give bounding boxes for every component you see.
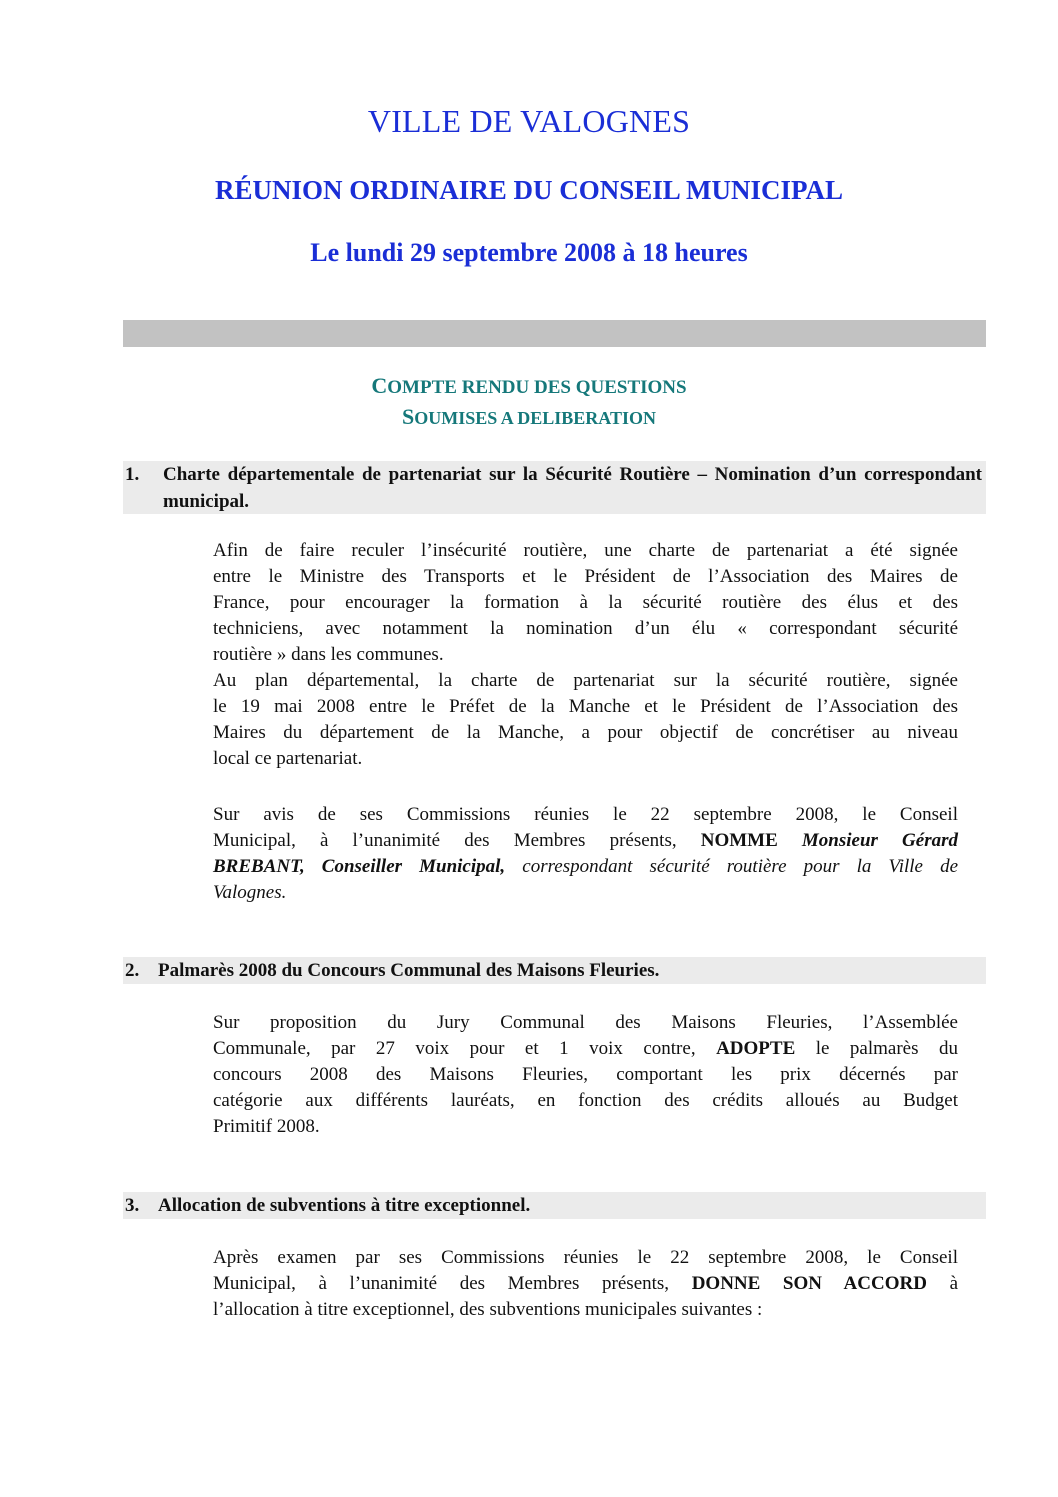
section-1-decision: [213, 802, 958, 906]
text-line: [213, 1271, 958, 1297]
meeting-date: Le lundi 29 septembre 2008 à 18 heures: [310, 238, 748, 267]
decision-role: correspondant sécurité routière pour la Ville de: [522, 856, 959, 877]
section-3-title: Allocation de subventions à titre exceptionnel.: [158, 1195, 531, 1216]
section-1-number: 1.: [125, 464, 140, 485]
compte-rendu-cap1: C: [371, 373, 388, 398]
decision-text: Municipal, à l’unanimité des Membres présents,: [213, 830, 677, 851]
decision-text: le palmarès du: [815, 1038, 958, 1059]
separator-bar: [123, 320, 986, 347]
text-line: [213, 1036, 958, 1062]
city-title: VILLE DE VALOGNES: [367, 103, 691, 139]
text-line: [213, 828, 958, 854]
compte-rendu-rest1: OMPTE RENDU DES QUESTIONS: [387, 377, 687, 398]
text-line: Au plan départemental, la charte de partenariat sur la sécurité routière, signée: [213, 670, 958, 691]
text-line: Primitif 2008.: [213, 1116, 320, 1137]
meeting-title: RÉUNION ORDINAIRE DU CONSEIL MUNICIPAL: [214, 175, 844, 205]
compte-rendu-line2: [0, 403, 1058, 432]
decision-text: Municipal, à l’unanimité des Membres présents,: [213, 1273, 670, 1294]
compte-rendu-line1: [0, 372, 1058, 402]
text-line: [213, 854, 958, 880]
text-line: routière » dans les communes.: [213, 644, 444, 665]
text-line: l’allocation à titre exceptionnel, des subventions municipales suivantes :: [213, 1299, 763, 1320]
section-2-title: Palmarès 2008 du Concours Communal des Maisons Fleuries.: [158, 960, 660, 981]
section-1-heading: [123, 461, 986, 514]
text-line: catégorie aux différents lauréats, en fonction des crédits alloués au Budget: [213, 1090, 958, 1111]
section-1-title: Charte départementale de partenariat sur la Sécurité Routière – Nomination d’un correspondant municipal.: [163, 464, 982, 512]
text-line: techniciens, avec notamment la nomination d’un élu « correspondant sécurité: [213, 618, 958, 639]
appointee-title: BREBANT, Conseiller Municipal,: [213, 856, 506, 877]
section-2-heading: [123, 957, 986, 984]
section-1-paragraph-1: [213, 538, 958, 772]
text-line: Sur proposition du Jury Communal des Maisons Fleuries, l’Assemblée: [213, 1012, 958, 1033]
text-line: Maires du département de la Manche, a pour objectif de concrétiser au niveau: [213, 722, 958, 743]
decision-keyword: DONNE SON ACCORD: [691, 1273, 927, 1294]
appointee-name: Monsieur Gérard: [801, 830, 958, 851]
decision-keyword: ADOPTE: [716, 1038, 796, 1059]
text-line: Afin de faire reculer l’insécurité routière, une charte de partenariat a été signée: [213, 540, 958, 561]
text-line: Après examen par ses Commissions réunies le 22 septembre 2008, le Conseil: [213, 1247, 958, 1268]
text-line: Sur avis de ses Commissions réunies le 22 septembre 2008, le Conseil: [213, 804, 958, 825]
decision-keyword: NOMME: [700, 830, 778, 851]
text-line: France, pour encourager la formation à la sécurité routière des élus et des: [213, 592, 958, 613]
section-2-paragraph: [213, 1010, 958, 1140]
text-line: concours 2008 des Maisons Fleuries, comportant les prix décernés par: [213, 1064, 958, 1085]
text-line: Valognes.: [213, 882, 287, 903]
decision-text: à: [949, 1273, 959, 1294]
compte-rendu-rest2: OUMISES A DELIBERATION: [414, 408, 656, 428]
section-2-number: 2.: [125, 960, 140, 981]
text-line: le 19 mai 2008 entre le Préfet de la Manche et le Président de l’Association des: [213, 696, 958, 717]
section-3-paragraph: [213, 1245, 958, 1323]
text-line: local ce partenariat.: [213, 748, 363, 769]
decision-text: Communale, par 27 voix pour et 1 voix contre,: [213, 1038, 696, 1059]
compte-rendu-cap2: S: [402, 404, 415, 429]
section-3-number: 3.: [125, 1195, 140, 1216]
section-3-heading: [123, 1192, 986, 1219]
text-line: entre le Ministre des Transports et le Président de l’Association des Maires de: [213, 566, 958, 587]
